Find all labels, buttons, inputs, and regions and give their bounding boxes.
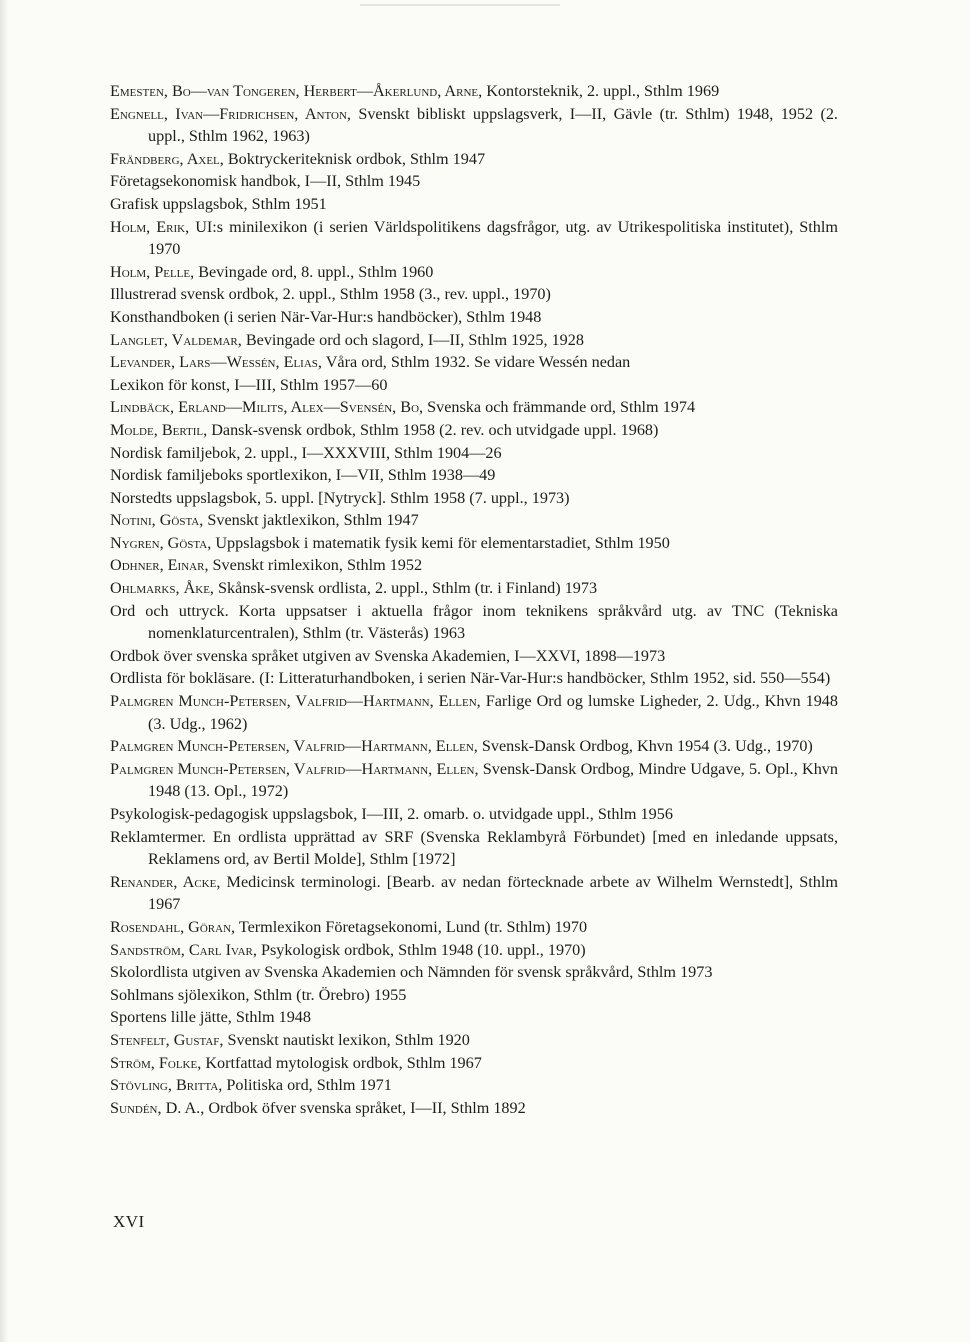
entry-text: Nordisk familjeboks sportlexikon, I—VII, Sthlm 1938—49	[110, 466, 496, 485]
entry-text: Svenskt jaktlexikon, Sthlm 1947	[203, 511, 419, 530]
entry-author: Nygren, Gösta,	[110, 533, 212, 552]
bibliography-entry	[110, 396, 838, 419]
bibliography-entry	[110, 148, 838, 171]
entry-text: Konsthandboken (i serien När-Var-Hur:s handböcker), Sthlm 1948	[110, 307, 542, 326]
bibliography-entry	[110, 306, 838, 329]
bibliography-entry	[110, 1006, 838, 1029]
entry-text: Våra ord, Sthlm 1932. Se vidare Wessén nedan	[321, 353, 631, 372]
entry-text: Medicinsk terminologi. [Bearb. av nedan förtecknade arbete av Wilhelm Wernstedt], Sthlm 1967	[148, 872, 838, 914]
entry-text: Skolordlista utgiven av Svenska Akademien och Nämnden för svensk språkvård, Sthlm 1973	[110, 963, 713, 982]
entry-text: Ordbok öfver svenska språket, I—II, Sthlm 1892	[204, 1098, 526, 1117]
entry-text: Svenskt nautiskt lexikon, Sthlm 1920	[223, 1030, 470, 1049]
entry-author: Holm, Pelle,	[110, 262, 195, 281]
bibliography-entry	[110, 80, 838, 103]
entry-text: Illustrerad svensk ordbok, 2. uppl., Sthlm 1958 (3., rev. uppl., 1970)	[110, 285, 551, 304]
bibliography-entry	[110, 554, 838, 577]
bibliography-entry	[110, 1074, 838, 1097]
entry-text: Företagsekonomisk handbok, I—II, Sthlm 1945	[110, 172, 421, 191]
entry-author: Stenfelt, Gustaf,	[110, 1030, 224, 1049]
bibliography-entry	[110, 961, 838, 984]
bibliography-entry	[110, 577, 838, 600]
bibliography-entry	[110, 984, 838, 1007]
bibliography-entry	[110, 735, 838, 758]
bibliography-entry	[110, 826, 838, 871]
entry-text: Lexikon för konst, I—III, Sthlm 1957—60	[110, 375, 388, 394]
entry-text: Farlige Ord og lumske Ligheder, 2. Udg., Khvn 1948 (3. Udg., 1962)	[148, 692, 838, 733]
bibliography-entry	[110, 1029, 838, 1052]
entry-text: Reklamtermer. En ordlista upprättad av SRF (Svenska Reklambyrå Förbundet) [med en inledande uppsats, Reklamens ord, av Bertil Molde], Sthlm [1972]	[110, 827, 838, 869]
entry-text: Svensk-Dansk Ordbog, Mindre Udgave, 5. Opl., Khvn 1948 (13. Opl., 1972)	[148, 759, 838, 801]
bibliography-entry	[110, 374, 838, 397]
entry-author: Ohlmarks, Åke,	[110, 579, 214, 598]
page-number: XVI	[113, 1212, 145, 1231]
entry-author: Holm, Erik,	[110, 217, 190, 236]
entry-text: Dansk-svensk ordbok, Sthlm 1958 (2. rev. och utvidgade uppl. 1968)	[207, 420, 659, 439]
entry-author: Renander, Acke,	[110, 872, 221, 891]
entry-author: Rosendahl, Göran,	[110, 917, 236, 936]
entry-text: Politiska ord, Sthlm 1971	[222, 1076, 392, 1095]
entry-text: Kortfattad mytologisk ordbok, Sthlm 1967	[201, 1053, 482, 1072]
bibliography-entry	[110, 758, 838, 803]
entry-author: Odhner, Einar,	[110, 556, 209, 575]
bibliography-entry	[110, 103, 838, 148]
entry-text: Boktryckeriteknisk ordbok, Sthlm 1947	[223, 149, 486, 168]
bibliography-entry	[110, 464, 838, 487]
bibliography-entry	[110, 532, 838, 555]
entry-text: Skånsk-svensk ordlista, 2. uppl., Sthlm (tr. i Finland) 1973	[213, 579, 598, 598]
bibliography-entry	[110, 600, 838, 645]
entry-author: Palmgren Munch-Petersen, Valfrid—Hartmann, Ellen,	[110, 759, 479, 778]
bibliography-entry	[110, 1052, 838, 1075]
entry-author: Engnell, Ivan—Fridrichsen, Anton,	[110, 104, 351, 123]
entry-text: Ordbok över svenska språket utgiven av Svenska Akademien, I—XXVI, 1898—1973	[110, 646, 666, 665]
entry-author: Frändberg, Axel,	[110, 149, 224, 168]
bibliography-entry	[110, 645, 838, 668]
bibliography-entry	[110, 442, 838, 465]
entry-text: Psykologisk-pedagogisk uppslagsbok, I—III, 2. omarb. o. utvidgade uppl., Sthlm 1956	[110, 805, 673, 823]
entry-text: Bevingade ord och slagord, I—II, Sthlm 1925, 1928	[241, 330, 584, 349]
bibliography-entry	[110, 1097, 838, 1120]
entry-author: Lindbäck, Erland—Milits, Alex—Svensén, Bo,	[110, 398, 424, 417]
bibliography-entry	[110, 193, 838, 216]
bibliography-entry	[110, 667, 838, 690]
entry-text: Kontorsteknik, 2. uppl., Sthlm 1969	[482, 82, 720, 100]
entry-text: Sohlmans sjölexikon, Sthlm (tr. Örebro) 1955	[110, 985, 407, 1004]
entry-text: Ord och uttryck. Korta uppsatser i aktuella frågor inom teknikens språkvård utg. av TNC (Tekniska nomenklaturcentralen), Sthlm (tr. Västerås) 1963	[110, 601, 838, 643]
bibliography-entry	[110, 170, 838, 193]
bibliography-entry	[110, 283, 838, 306]
scan-mark	[360, 4, 560, 6]
entry-author: Notini, Gösta,	[110, 511, 204, 530]
entry-author: Stövling, Britta,	[110, 1076, 223, 1095]
bibliography-entry	[110, 939, 838, 962]
entry-author: Sandström, Carl Ivar,	[110, 940, 257, 959]
entry-text: Grafisk uppslagsbok, Sthlm 1951	[110, 194, 327, 213]
entry-author: Sundén, D. A.,	[110, 1098, 205, 1117]
entry-text: Psykologisk ordbok, Sthlm 1948 (10. uppl., 1970)	[256, 940, 586, 959]
entry-author: Ström, Folke,	[110, 1053, 202, 1072]
page-edge-shadow	[0, 0, 8, 1342]
entry-text: Sportens lille jätte, Sthlm 1948	[110, 1008, 311, 1027]
entry-text: Svenskt rimlexikon, Sthlm 1952	[208, 556, 423, 575]
bibliography-list	[110, 80, 838, 1119]
bibliography-entry	[110, 803, 838, 826]
entry-author: Emesten, Bo—van Tongeren, Herbert—Åkerlund, Arne,	[110, 82, 483, 100]
entry-author: Levander, Lars—Wessén, Elias,	[110, 353, 322, 372]
entry-author: Palmgren Munch-Petersen, Valfrid—Hartmann, Ellen,	[110, 692, 481, 711]
entry-text: Ordlista för bokläsare. (I: Litteraturhandboken, i serien När-Var-Hur:s handböcker, Sthlm 1952, sid. 550—554)	[110, 669, 831, 688]
bibliography-entry	[110, 419, 838, 442]
bibliography-entry	[110, 509, 838, 532]
entry-author: Langlet, Valdemar,	[110, 330, 242, 349]
entry-text: Svensk-Dansk Ordbog, Khvn 1954 (3. Udg., 1970)	[477, 737, 813, 756]
entry-text: Bevingade ord, 8. uppl., Sthlm 1960	[194, 262, 434, 281]
entry-text: Termlexikon Företagsekonomi, Lund (tr. Sthlm) 1970	[235, 917, 588, 936]
entry-text: Svenskt bibliskt uppslagsverk, I—II, Gävle (tr. Sthlm) 1948, 1952 (2. uppl., Sthlm 1962, 1963)	[148, 104, 838, 146]
entry-text: Norstedts uppslagsbok, 5. uppl. [Nytryck]. Sthlm 1958 (7. uppl., 1973)	[110, 488, 570, 507]
bibliography-entry	[110, 916, 838, 939]
bibliography-entry	[110, 329, 838, 352]
entry-text: Uppslagsbok i matematik fysik kemi för elementarstadiet, Sthlm 1950	[211, 533, 670, 552]
bibliography-entry	[110, 690, 838, 735]
entry-author: Palmgren Munch-Petersen, Valfrid—Hartmann, Ellen,	[110, 737, 478, 756]
entry-text: UI:s minilexikon (i serien Världspolitikens dagsfrågor, utg. av Utrikespolitiska institutet), Sthlm 1970	[148, 217, 838, 259]
entry-text: Svenska och främmande ord, Sthlm 1974	[423, 398, 696, 417]
entry-author: Molde, Bertil,	[110, 420, 208, 439]
bibliography-entry	[110, 216, 838, 261]
bibliography-entry	[110, 487, 838, 510]
bibliography-entry	[110, 871, 838, 916]
bibliography-entry	[110, 261, 838, 284]
entry-text: Nordisk familjebok, 2. uppl., I—XXXVIII, Sthlm 1904—26	[110, 443, 502, 462]
bibliography-entry	[110, 351, 838, 374]
